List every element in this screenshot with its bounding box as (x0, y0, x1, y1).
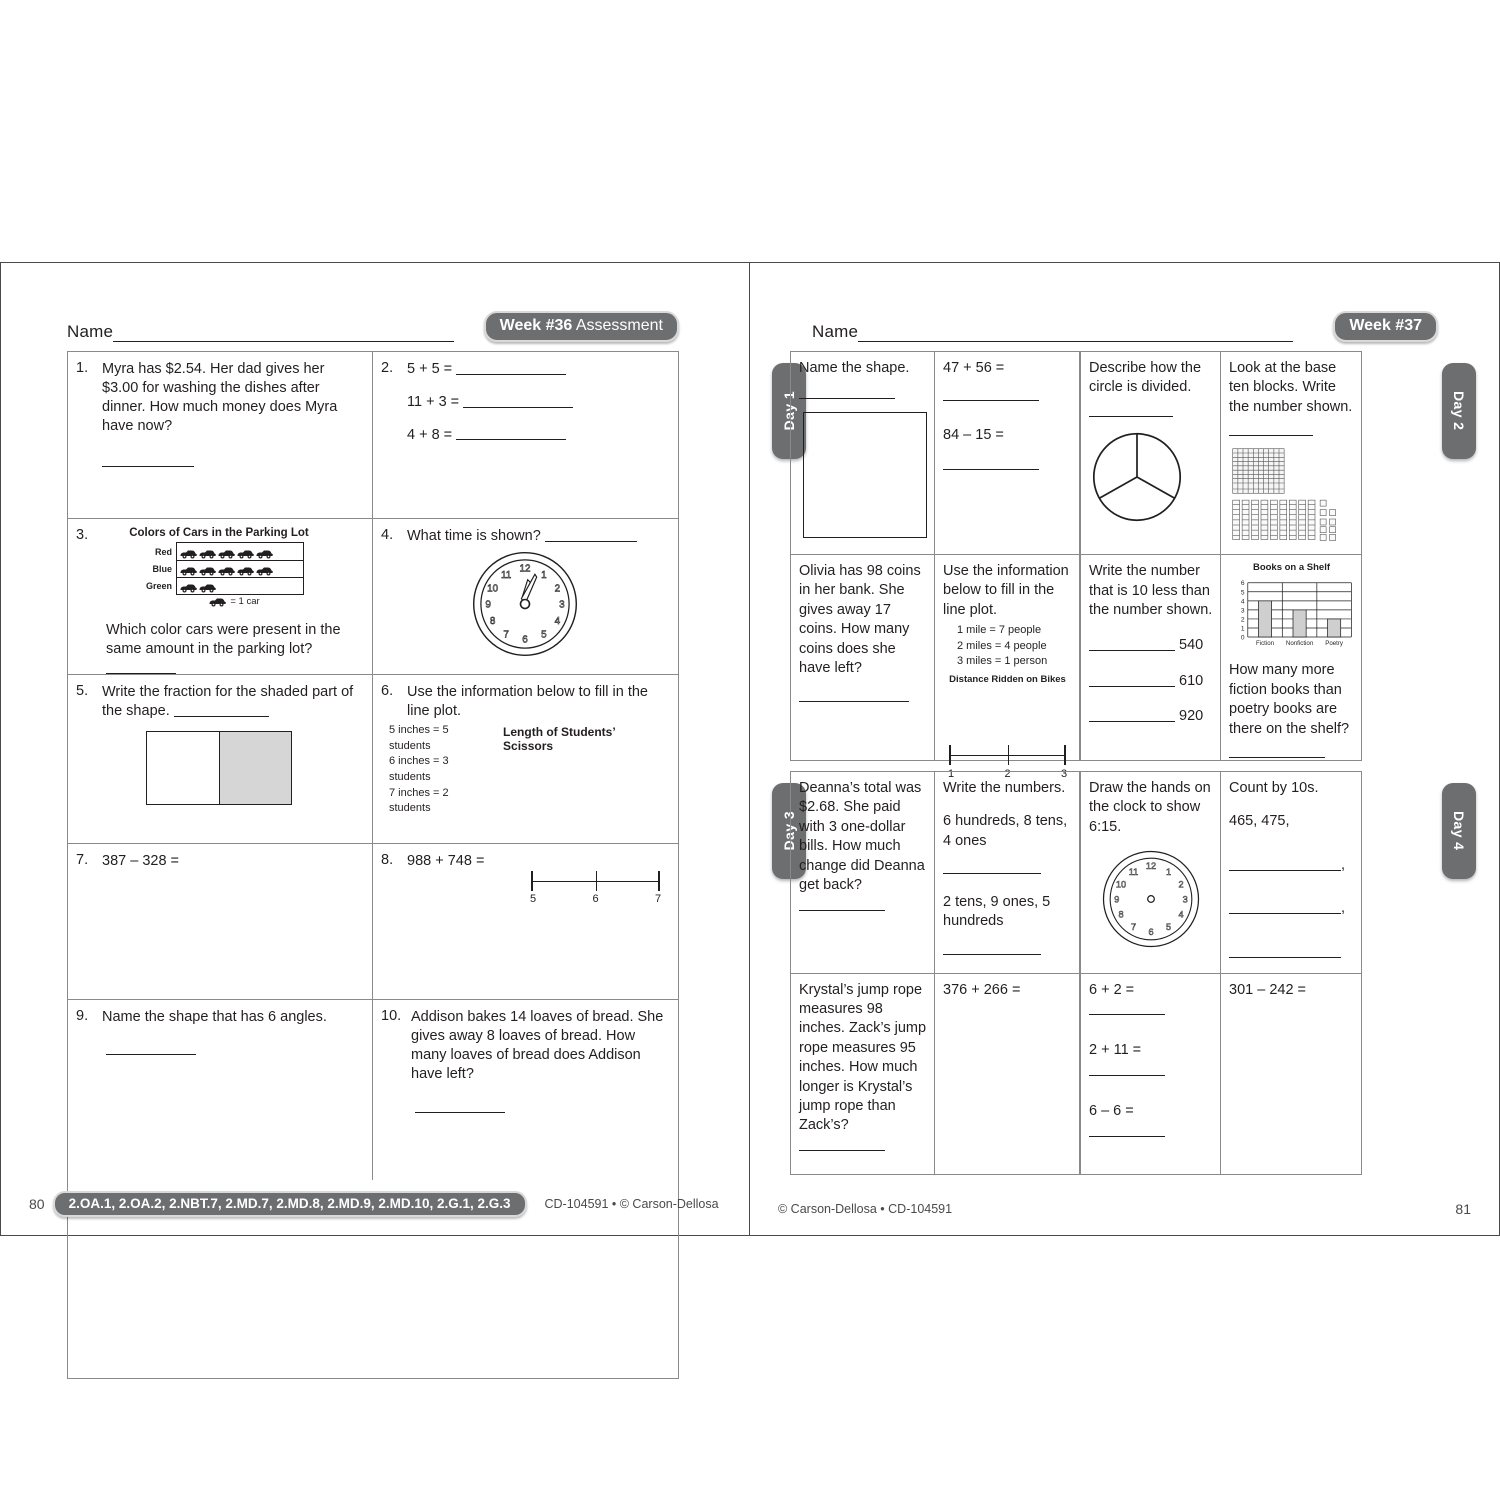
question-text: Use the information below to fill in the line plot. (407, 684, 648, 720)
svg-text:1: 1 (1240, 625, 1245, 633)
answer-blank[interactable] (943, 387, 1039, 402)
two-page-spread (0, 262, 1500, 1236)
day1-cell-equations[interactable] (935, 352, 1079, 554)
bike-data-1: 1 mile = 7 people (957, 624, 1042, 637)
question-row-4 (68, 844, 678, 1000)
answer-blank[interactable] (799, 896, 885, 911)
cell-text: Name the shape. (799, 360, 910, 376)
answer-blank[interactable] (463, 393, 573, 408)
svg-text:2: 2 (1240, 616, 1245, 624)
car-icon (217, 563, 235, 574)
day4-cell-equations[interactable] (1081, 974, 1221, 1175)
answer-blank[interactable] (1089, 402, 1173, 417)
line-plot-tick-label: 3 (1060, 767, 1068, 780)
equation-text: 84 – 15 = (943, 426, 1004, 443)
week-badge: Week #37 (1333, 311, 1438, 342)
question-text: Name the shape that has 6 angles. (102, 1009, 327, 1025)
svg-text:10: 10 (486, 583, 498, 595)
bar-fiction (1258, 601, 1271, 637)
cell-text: Krystal’s jump rope measures 98 inches. Zack’s jump rope measures 95 inches. How much longer is Krystal’s jump rope than Zack’s? (799, 981, 927, 1134)
worksheet-page-80 (0, 262, 750, 1236)
day2-cell-ten-less[interactable] (1081, 555, 1221, 760)
day2-grid (1080, 351, 1362, 761)
line-plot-title: Length of Students’ Scissors (503, 725, 616, 754)
day3-cell-jump-rope-problem[interactable] (791, 974, 935, 1175)
answer-blank[interactable] (1089, 1122, 1165, 1137)
question-number: 6. (381, 683, 394, 699)
svg-text:2: 2 (1178, 879, 1184, 890)
cell-text: Count by 10s. (1229, 780, 1319, 796)
number-value: 920 (1179, 708, 1204, 725)
bar-chart-books (1229, 577, 1354, 657)
day3-row-2 (791, 974, 1079, 1175)
answer-blank[interactable] (1229, 856, 1341, 871)
svg-text:5: 5 (540, 629, 547, 641)
car-icon (179, 580, 197, 591)
pictograph-icons (176, 560, 304, 578)
equation-2 (407, 393, 668, 410)
hundreds-flat (1233, 448, 1284, 493)
bike-data-2: 2 miles = 4 people (957, 639, 1047, 652)
answer-blank[interactable] (106, 659, 176, 674)
answer-blank[interactable] (106, 1039, 196, 1055)
equation-text: 5 + 5 = (407, 360, 457, 377)
question-row-5 (68, 1000, 678, 1180)
question-row-1 (68, 352, 678, 519)
name-label: Name (67, 322, 114, 341)
question-number: 2. (381, 360, 394, 376)
car-icon (208, 596, 226, 607)
svg-text:Nonfiction: Nonfiction (1285, 640, 1314, 648)
day4-cell-subtraction[interactable] (1221, 974, 1361, 1175)
pictograph-label: Green (145, 580, 172, 591)
car-icon (198, 546, 216, 557)
question-text: Addison bakes 14 loaves of bread. She gives away 8 loaves of bread. How many loaves of bread does Addison have left? (411, 1009, 664, 1083)
cell-text: Olivia has 98 coins in her bank. She gives away 17 coins. How many coins does she have left? (799, 563, 921, 677)
day3-cell-addition[interactable] (935, 974, 1079, 1175)
place-value-1: 6 hundreds, 8 tens, 4 ones (943, 813, 1068, 849)
scissors-data-1: 5 inches = 5 students (389, 724, 449, 752)
question-text: What time is shown? (407, 528, 541, 544)
question-8[interactable] (373, 844, 678, 999)
svg-text:Poetry: Poetry (1325, 640, 1344, 648)
day-tab-label: Day 2 (1451, 391, 1467, 431)
name-write-line[interactable] (858, 328, 1293, 342)
svg-text:5: 5 (1240, 589, 1245, 597)
answer-blank[interactable] (1229, 743, 1325, 758)
day3-row-1 (791, 772, 1079, 974)
question-number: 4. (381, 527, 394, 543)
day-tab-day4[interactable] (1442, 783, 1476, 879)
answer-blank[interactable] (799, 385, 895, 400)
svg-text:1: 1 (1165, 867, 1172, 878)
svg-text:9: 9 (1114, 894, 1120, 905)
pictograph-key (134, 596, 304, 607)
cell-text: How many more fiction books than poetry books are there on the shelf? (1229, 662, 1350, 737)
svg-text:5: 5 (1165, 922, 1172, 933)
svg-text:9: 9 (484, 599, 491, 611)
day-tab-day2[interactable] (1442, 363, 1476, 459)
week-badge (484, 311, 679, 342)
cell-text: Deanna’s total was $2.68. She paid with 3 one-dollar bills. How much change did Deanna get back? (799, 780, 925, 894)
question-2[interactable] (373, 352, 678, 518)
answer-blank[interactable] (415, 1097, 505, 1113)
svg-text:Fiction: Fiction (1255, 640, 1275, 648)
page-header-right (812, 311, 1438, 342)
equation-text: 2 + 11 = (1089, 1042, 1142, 1059)
line-plot-tick-label: 5 (529, 892, 537, 905)
answer-blank[interactable] (456, 426, 566, 441)
question-text: 387 – 328 = (102, 853, 180, 869)
pictograph-icons (176, 577, 304, 595)
svg-text:12: 12 (519, 563, 530, 575)
answer-blank[interactable] (943, 456, 1039, 471)
day4-cell-draw-clock-hands[interactable] (1081, 772, 1221, 973)
clock-question-4 (381, 550, 668, 658)
answer-blank[interactable] (943, 860, 1041, 875)
question-3[interactable] (68, 519, 373, 674)
pictograph-row-green (134, 577, 304, 594)
pictograph-label: Blue (152, 563, 172, 574)
answer-blank[interactable] (102, 451, 194, 467)
pictograph-chart (76, 527, 362, 607)
car-icon (198, 580, 216, 591)
bike-data-list (957, 623, 1072, 670)
pictograph-key-text: = 1 car (230, 596, 260, 607)
day2-cell-base-ten[interactable] (1221, 352, 1361, 554)
pictograph-row-blue (134, 560, 304, 577)
cell-text: Look at the base ten blocks. Write the number shown. (1229, 360, 1353, 415)
answer-blank[interactable] (174, 702, 269, 717)
question-10[interactable] (373, 1000, 678, 1180)
question-number: 10. (381, 1008, 402, 1024)
answer-blank[interactable] (1089, 707, 1175, 722)
svg-text:8: 8 (1118, 909, 1124, 920)
svg-text:4: 4 (1178, 909, 1184, 920)
scissors-data-3: 7 inches = 2 students (389, 786, 449, 815)
question-text: 988 + 748 = (407, 853, 485, 869)
question-9[interactable] (68, 1000, 373, 1180)
answer-blank[interactable] (1229, 422, 1313, 437)
day1-row-2 (791, 555, 1079, 780)
day4-row-1 (1081, 772, 1361, 974)
bar-chart-title: Books on a Shelf (1252, 562, 1331, 574)
svg-text:3: 3 (1240, 607, 1245, 615)
standards-badge: 2.OA.1, 2.OA.2, 2.NBT.7, 2.MD.7, 2.MD.8, 2.MD.9, 2.MD.10, 2.G.1, 2.G.3 (53, 1191, 527, 1218)
copyright-credit: CD-104591 • © Carson-Dellosa (544, 1196, 719, 1211)
cell-text: Describe how the circle is divided. (1089, 360, 1202, 396)
answer-blank[interactable] (799, 1136, 885, 1151)
svg-text:6: 6 (1148, 927, 1154, 938)
cell-text: Write the numbers. (943, 780, 1066, 796)
question-number: 1. (76, 360, 89, 376)
answer-blank[interactable] (1229, 943, 1341, 958)
equation-text: 376 + 266 = (943, 981, 1021, 998)
pictograph-title: Colors of Cars in the Parking Lot (129, 527, 309, 539)
line-plot-tick-label: 1 (947, 767, 955, 780)
cell-text: Write the number that is 10 less than the number shown. (1089, 563, 1213, 618)
equation-text: 47 + 56 = (943, 360, 1005, 376)
worksheet-page-81 (750, 262, 1500, 1236)
pictograph-icons (176, 542, 304, 561)
question-1[interactable] (68, 352, 373, 518)
line-plot-bikes[interactable] (947, 735, 1068, 780)
svg-text:10: 10 (1115, 879, 1127, 890)
day4-row-2 (1081, 974, 1361, 1175)
pictograph-label: Red (154, 546, 172, 557)
bike-data-3: 3 miles = 1 person (957, 655, 1048, 668)
question-text: Write the fraction for the shaded part of the shape. (102, 684, 354, 720)
day2-row-2 (1081, 555, 1361, 760)
svg-text:11: 11 (500, 570, 511, 582)
question-number: 5. (76, 683, 89, 699)
pictograph-row-red (134, 543, 304, 560)
svg-text:1: 1 (540, 570, 547, 582)
day4-grid (1080, 771, 1362, 1175)
bar-nonfiction (1293, 610, 1306, 637)
day1-cell-line-plot[interactable] (935, 555, 1079, 780)
question-5[interactable] (68, 675, 373, 843)
car-icon (236, 563, 254, 574)
line-plot-tick-label: 6 (592, 892, 599, 905)
name-label: Name (812, 322, 859, 341)
car-icon (255, 563, 273, 574)
answer-blank[interactable] (456, 360, 566, 375)
svg-text:3: 3 (1182, 894, 1188, 905)
svg-text:11: 11 (1128, 867, 1139, 878)
day2-cell-books-chart[interactable] (1221, 555, 1361, 760)
equation-text: 6 + 2 = (1089, 981, 1135, 998)
question-7[interactable] (68, 844, 373, 999)
page-footer-right (778, 1201, 1471, 1217)
cell-text: Use the information below to fill in the line plot. (943, 563, 1069, 618)
car-icon (217, 546, 235, 557)
answer-blank[interactable] (1229, 900, 1341, 915)
fraction-part-unshaded (147, 732, 219, 804)
pictograph-body (134, 543, 304, 607)
day3-cell-change-word-problem[interactable] (791, 772, 935, 973)
day1-cell-coins-word-problem[interactable] (791, 555, 935, 760)
car-icon (255, 546, 273, 557)
svg-text:6: 6 (521, 634, 528, 646)
copyright-credit: © Carson-Dellosa • CD-104591 (778, 1202, 953, 1216)
place-value-2: 2 tens, 9 ones, 5 hundreds (943, 893, 1051, 930)
car-icon (179, 546, 197, 557)
tens-rods (1233, 500, 1315, 539)
day2-cell-circle-divided[interactable] (1081, 352, 1221, 554)
car-icon (236, 546, 254, 557)
question-4-line (407, 527, 668, 546)
day1-cell-name-shape[interactable] (791, 352, 935, 554)
car-icon (179, 563, 197, 574)
scissors-data-2: 6 inches = 3 students (389, 755, 449, 784)
svg-text:3: 3 (558, 599, 565, 611)
question-number: 7. (76, 852, 89, 868)
svg-text:6: 6 (1240, 580, 1245, 588)
number-value: 540 (1179, 637, 1204, 654)
week-badge-week: Week #36 (499, 317, 573, 334)
svg-text:7: 7 (1130, 922, 1137, 933)
answer-blank[interactable] (1089, 1000, 1165, 1015)
answer-blank[interactable] (1089, 1061, 1165, 1076)
square-shape (803, 412, 927, 538)
line-plot-tick-label: 2 (1004, 767, 1011, 780)
answer-blank[interactable] (1089, 672, 1175, 687)
week-badge-suffix: Assessment (572, 317, 663, 334)
bar-poetry (1328, 619, 1341, 637)
questions-grid (67, 351, 679, 1379)
divided-circle-diagram (1089, 429, 1213, 531)
answer-blank[interactable] (799, 687, 909, 702)
scissors-data-list (389, 723, 493, 817)
svg-text:12: 12 (1145, 861, 1157, 872)
fraction-shape (146, 731, 292, 805)
question-number: 3. (76, 527, 89, 543)
ones-cubes (1320, 500, 1335, 540)
day-tab-label: Day 3 (781, 811, 797, 851)
svg-text:4: 4 (554, 615, 560, 627)
question-text: Myra has $2.54. Her dad gives her $3.00 for washing the dishes after dinner. How much money does Myra have now? (102, 361, 338, 435)
page-number: 81 (1455, 1201, 1471, 1217)
equation-3 (407, 426, 668, 443)
name-write-line[interactable] (113, 328, 453, 342)
day1-grid (790, 351, 1080, 780)
day-tab-label: Day 4 (1451, 811, 1467, 851)
answer-blank[interactable] (1089, 637, 1175, 652)
page-number: 80 (29, 1195, 45, 1212)
question-number: 8. (381, 852, 394, 868)
day2-row-1 (1081, 352, 1361, 555)
equation-text: 6 – 6 = (1089, 1103, 1134, 1120)
page-footer-left (29, 1191, 725, 1218)
question-number: 9. (76, 1008, 89, 1024)
svg-text:4: 4 (1240, 598, 1245, 606)
answer-blank[interactable] (943, 940, 1041, 955)
cell-text: Draw the hands on the clock to show 6:15. (1089, 780, 1211, 835)
number-sequence: 465, 475, (1229, 813, 1290, 830)
day-tab-label: Day 1 (781, 391, 797, 431)
day3-grid (790, 771, 1080, 1175)
day1-row-1 (791, 352, 1079, 555)
fraction-part-shaded (219, 732, 292, 804)
equation-1 (407, 360, 668, 377)
car-icon (198, 563, 216, 574)
question-row-2 (68, 519, 678, 675)
equation-text: 301 – 242 = (1229, 981, 1307, 998)
question-5-line (102, 683, 362, 721)
answer-blank[interactable] (545, 527, 637, 542)
number-value: 610 (1179, 672, 1204, 689)
equation-text: 4 + 8 = (407, 426, 457, 443)
page-header-left (67, 311, 679, 342)
question-text: Which color cars were present in the same amount in the parking lot? (106, 622, 341, 658)
svg-text:0: 0 (1240, 634, 1245, 642)
clock-day4-blank[interactable] (1089, 849, 1213, 949)
base-ten-blocks (1229, 447, 1354, 549)
svg-text:8: 8 (489, 615, 495, 627)
question-4[interactable] (373, 519, 678, 674)
day3-cell-write-numbers[interactable] (935, 772, 1079, 973)
day4-cell-count-by-10s[interactable]: Count by 10s. 465, 475, , , (1221, 772, 1361, 973)
svg-text:2: 2 (554, 583, 560, 595)
line-plot-title: Distance Ridden on Bikes (949, 674, 1066, 686)
line-plot-tick-label: 7 (654, 892, 662, 905)
svg-text:7: 7 (502, 629, 509, 641)
equation-text: 11 + 3 = (407, 393, 464, 410)
